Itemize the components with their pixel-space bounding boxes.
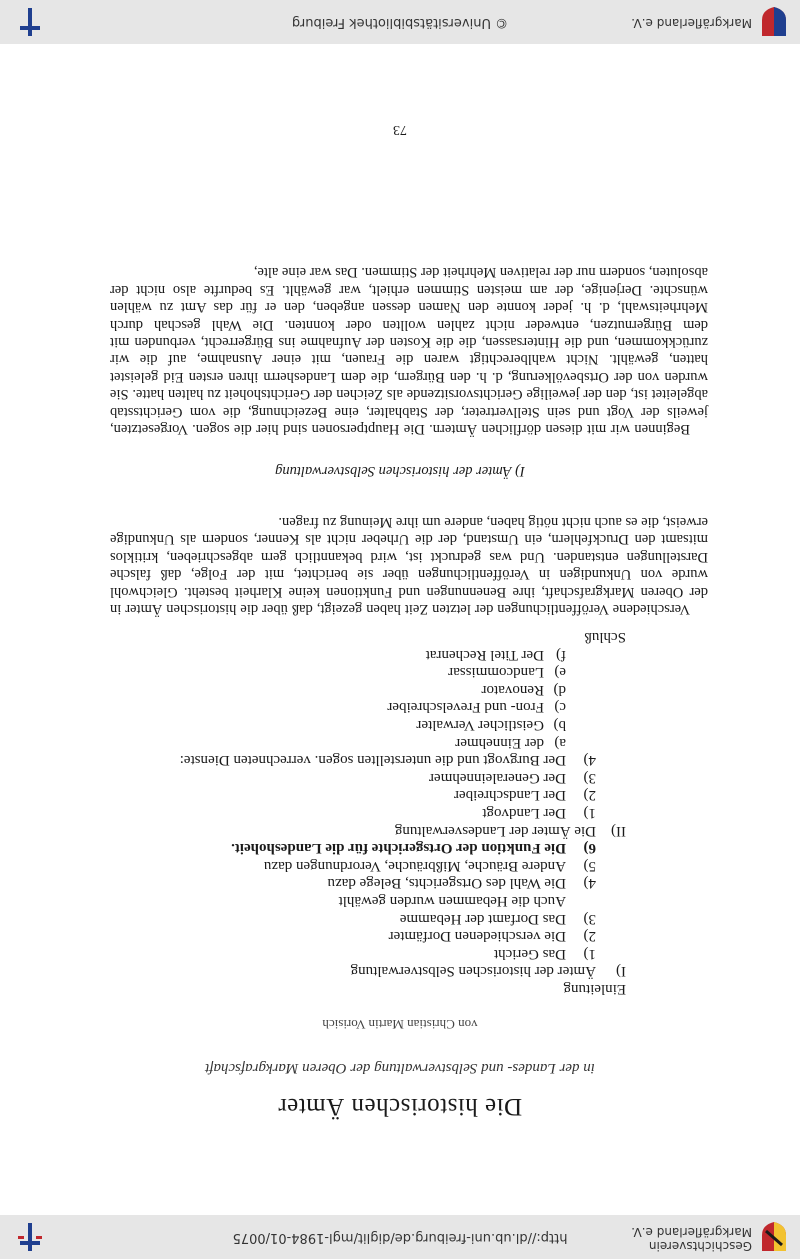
toc-entry	[106, 680, 626, 698]
toc-entry-text: Fron- und Frevelschreiber	[387, 699, 544, 716]
header-center	[0, 1230, 800, 1245]
toc-entry	[106, 628, 626, 646]
toc-entry-text: Der Titel Rechenrat	[425, 646, 544, 663]
toc-entry	[106, 645, 626, 663]
logo-text-line1: Geschichtsverein	[648, 1239, 752, 1253]
page-number: 73	[393, 122, 407, 137]
toc-entry-text: Landcommissar	[448, 664, 544, 681]
toc-entry	[106, 979, 626, 997]
toc-entry	[106, 944, 626, 962]
toc-entry-text: Die verschiedenen Dorfämter	[388, 928, 566, 945]
university-library-logo-icon	[14, 1221, 46, 1253]
toc-entry	[106, 698, 626, 716]
toc-entry	[106, 839, 626, 857]
article-subtitle: in der Landes- und Selbstverwaltung der Oberen Markgrafschaft	[205, 1060, 595, 1076]
toc-entry-text: Der Landvogt	[482, 805, 566, 822]
toc-entry	[106, 768, 626, 786]
paragraph-text: Verschiedene Veröffentlichungen der letzten Zeit haben gezeigt, daß über die historischen Ämter in der Oberen Markgrafschaft, ihre Benennungen und Funktionen keine Klarheit besteht. Gleichwohl wurde von Unkundigen in Veröffentlichungen über sie berichtet, mit der Folge, daß falsche Darstellungen entstanden. Und was gedruckt ist, wird bekanntlich gern abgeschrieben, kritiklos mitsamt den Druckfehlern, ein Umstand, der die Urheber nicht als Kenner, sondern als Unkundige erweist, die es auch nicht nötig haben, andere um ihre Meinung zu fragen.	[110, 513, 708, 617]
toc-entry-text: Die Ämter der Landesverwaltung	[394, 822, 596, 839]
toc-entry-number: 6)	[583, 840, 596, 857]
toc-entry-number: 1)	[583, 805, 596, 822]
toc-entry	[106, 927, 626, 945]
toc-entry	[106, 733, 626, 751]
toc-entry-text: Andere Bräuche, Mißbräuche, Verordnungen dazu	[263, 857, 566, 874]
toc-entry	[106, 803, 626, 821]
toc-entry-number: c)	[554, 699, 566, 716]
toc-entry-number: d)	[553, 681, 566, 698]
toc-entry-text: Renovator	[481, 681, 544, 698]
toc-entry-number: 3)	[583, 910, 596, 927]
toc-entry-text: Das Gericht	[493, 945, 566, 962]
toc-entry-text: Einleitung	[563, 981, 626, 997]
toc-entry-number: 5)	[583, 857, 596, 874]
toc-entry-number: II)	[611, 822, 626, 839]
paragraph-text: Beginnen wir mit diesen dörflichen Ämtern. Die Hauptpersonen sind hier die sogen. Vorgesetzten, jeweils der Vogt und sein Stellvertreter, der Stabhalter, eine Bezeichnung, die vom Gerichtsstab abgeleitet ist, den der jeweilige Gerichtsvorsitzende als Zeichen der Gerichtshoheit zu halten hatte. Sie wurden von der Ortsbevölkerung, d. h. den Bürgern, die dem Landesherrn ihren ersten Eid geleistet hatten, gewählt. Nicht wahlberechtigt waren die Frauen, mit einer Ausnahme, auf die wir zurückkommen, und die Hintersassen, die die Kosten der Aufnahme ins Bürgerrecht, verbunden mit dem Bürgernutzen, entweder nicht zahlen wollten oder konnten. Die Wahl geschah durch Mehrheitswahl, d. h. jeder konnte den Namen dessen angeben, den er für das Amt zu wählen wünschte. Derjenige, der am meisten Stimmen erhielt, war gewählt. Es bedurfte also nicht der absoluten, sondern nur der relativen Mehrheit der Stimmen. Das war eine alte,	[110, 264, 708, 437]
intro-paragraph	[110, 513, 708, 617]
viewer-footer	[0, 0, 800, 44]
toc-entry-text: Der Generaleinnehmer	[428, 769, 566, 786]
toc-entry-number: 1)	[583, 945, 596, 962]
toc-entry-number: I)	[616, 963, 626, 980]
toc-entry	[106, 821, 626, 839]
toc-entry-text: Das Dorfamt der Hebamme	[399, 910, 566, 927]
footer-library-text: © Universitätsbibliothek Freiburg	[291, 15, 509, 30]
toc-entry	[106, 751, 626, 769]
toc-entry-number: a)	[554, 734, 566, 751]
table-of-contents	[106, 628, 626, 997]
footer-logo-text: Markgräflerland e.V.	[631, 16, 752, 30]
toc-entry	[106, 909, 626, 927]
toc-entry	[106, 856, 626, 874]
toc-entry-number: 2)	[583, 787, 596, 804]
toc-entry-text: Geistlicher Verwalter	[416, 717, 544, 734]
section-heading: I) Ämter der historischen Selbstverwaltung	[275, 463, 525, 479]
article-title: Die historischen Ämter	[277, 1093, 523, 1120]
toc-entry	[106, 874, 626, 892]
toc-entry-number: e)	[554, 664, 566, 681]
toc-entry	[106, 962, 626, 980]
toc-entry-number: 4)	[583, 752, 596, 769]
toc-entry-text: Die Wahl des Ortsgerichts, Belege dazu	[327, 875, 566, 892]
toc-entry	[106, 786, 626, 804]
logo-text-line2: Markgräflerland e.V.	[631, 1225, 752, 1239]
document-url-link[interactable]: http://dl.ub.uni-freiburg.de/diglit/mgl-1984-01/0075	[232, 1230, 568, 1245]
scanned-page	[0, 44, 800, 1215]
toc-entry-text: Der Burgvogt und die unterstellten sogen. verrechneten Dienste:	[179, 752, 566, 769]
toc-entry	[106, 663, 626, 681]
toc-entry	[106, 716, 626, 734]
toc-entry-text: Auch die Hebammen wurden gewählt	[338, 893, 566, 910]
article-author: von Christian Martin Vorisich	[322, 1017, 478, 1032]
toc-entry-text: Ämter der historischen Selbstverwaltung	[350, 963, 596, 980]
toc-entry-text: der Einnehmer	[455, 734, 544, 751]
toc-entry-text: Der Landschreiber	[453, 787, 566, 804]
toc-entry-number: b)	[553, 717, 566, 734]
toc-entry	[106, 891, 626, 909]
toc-entry-number: f)	[556, 646, 566, 663]
toc-entry-number: 3)	[583, 769, 596, 786]
viewer-header	[0, 1215, 800, 1259]
toc-entry-text: Die Funktion der Ortsgerichte für die Landeshoheit.	[231, 840, 566, 857]
university-library-logo-icon	[14, 6, 46, 38]
section-paragraph	[110, 263, 708, 437]
toc-entry-number: 2)	[583, 928, 596, 945]
toc-entry-text: Schluß	[584, 629, 626, 646]
toc-entry-number: 4)	[583, 875, 596, 892]
